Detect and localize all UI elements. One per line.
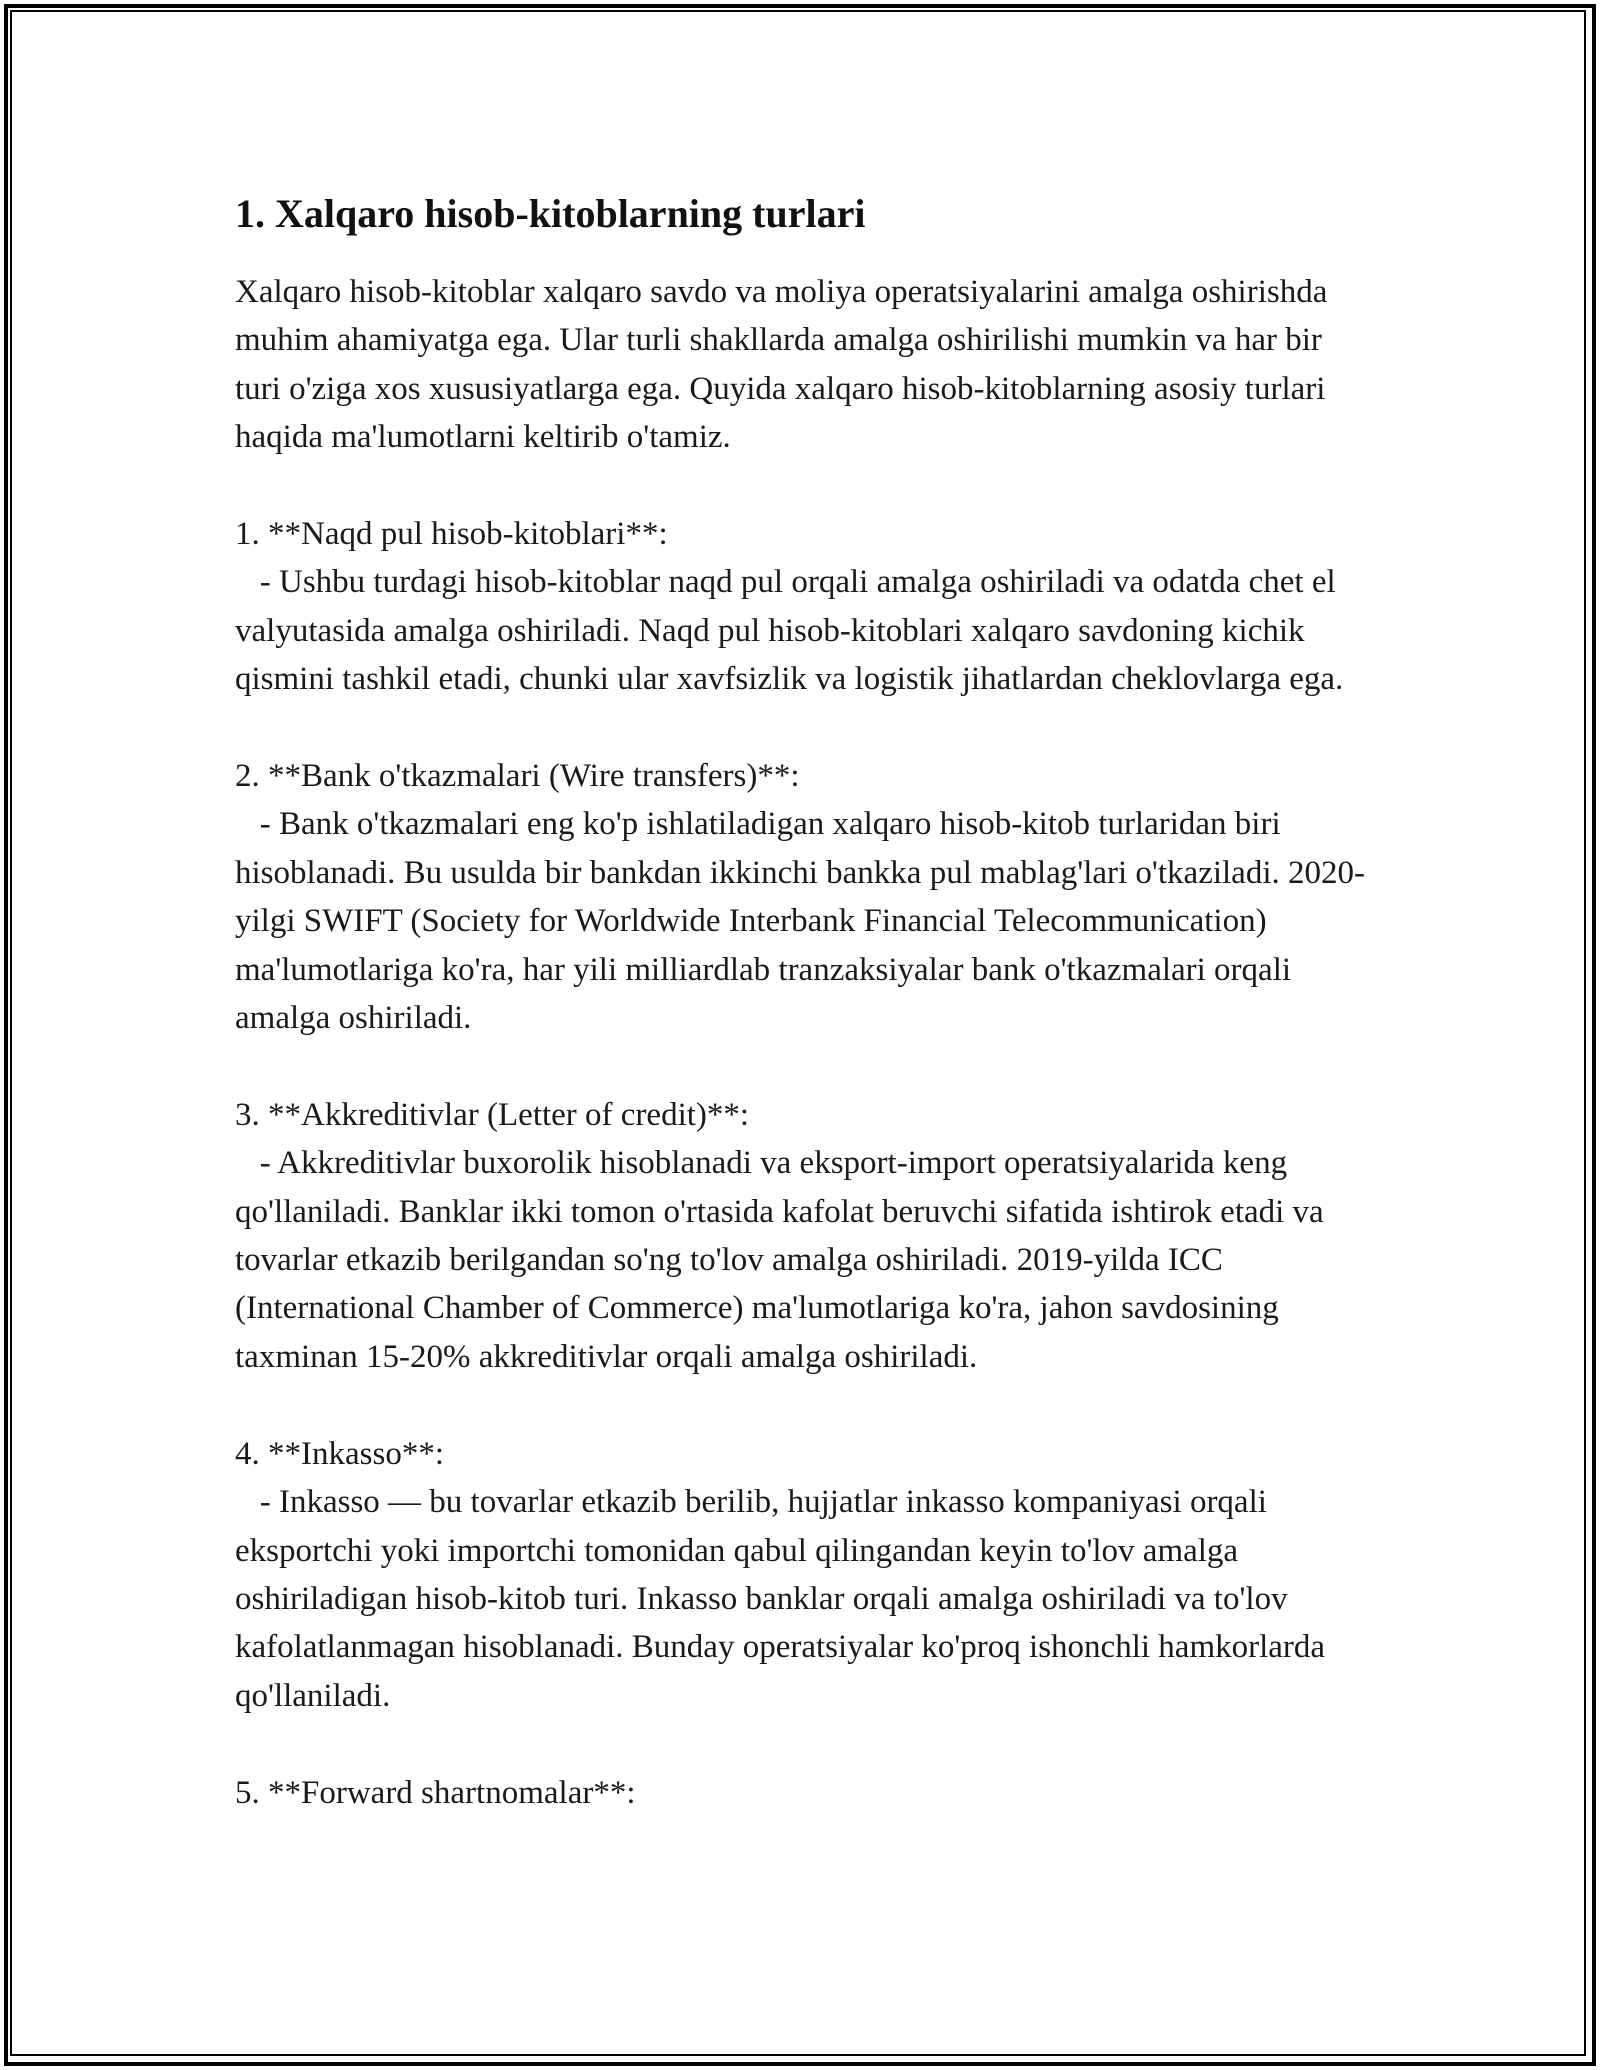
list-item (235, 1091, 1375, 1381)
document-title: 1. Xalqaro hisob-kitoblarning turlari (235, 191, 866, 236)
spacer (235, 704, 1375, 752)
item-heading: 4. **Inkasso**: (235, 1435, 444, 1472)
list-item (235, 1769, 1375, 1817)
intro-paragraph: Xalqaro hisob-kitoblar xalqaro savdo va moliya operatsiyalarini amalga oshirishda muhim ahamiyatga ega. Ular turli shakllarda amalga oshirilishi mumkin va har bir turi o'ziga xos xususiyatlarga ega. Quyida xalqaro hisob-kitoblarning asosiy turlari haqida ma'lumotlarni keltirib o'tamiz. (235, 274, 1328, 456)
item-body: - Bank o'tkazmalari eng ko'p ishlatiladigan xalqaro hisob-kitob turlaridan biri hisoblanadi. Bu usulda bir bankdan ikkinchi bankka pul mablag'lari o'tkaziladi. 2020-yilgi SWIFT (Society for Worldwide Interbank Financial Telecommunication) ma'lumotlariga ko'ra, har yili milliardlab tranzaksiyalar bank o'tkazmalari orqali amalga oshiriladi. (235, 806, 1365, 1037)
item-body: - Ushbu turdagi hisob-kitoblar naqd pul orqali amalga oshiriladi va odatda chet el valyutasida amalga oshiriladi. Naqd pul hisob-kitoblari xalqaro savdoning kichik qismini tashkil etadi, chunki ular xavfsizlik va logistik jihatlardan cheklovlarga ega. (235, 564, 1344, 698)
document-body (235, 180, 1375, 1817)
spacer (235, 462, 1375, 510)
item-body: - Inkasso — bu tovarlar etkazib berilib, hujjatlar inkasso kompaniyasi orqali eksportchi yoki importchi tomonidan qabul qilingandan keyin to'lov amalga oshiriladigan hisob-kitob turi. Inkasso banklar orqali amalga oshiriladi va to'lov kafolatlanmagan hisoblanadi. Bunday operatsiyalar ko'proq ishonchli hamkorlarda qo'llaniladi. (235, 1484, 1334, 1714)
spacer (235, 1720, 1375, 1768)
list-item (235, 510, 1375, 704)
list-item (235, 1430, 1375, 1720)
item-heading: 1. **Naqd pul hisob-kitoblari**: (235, 516, 668, 553)
item-body: - Akkreditivlar buxorolik hisoblanadi va eksport-import operatsiyalarida keng qo'llaniladi. Banklar ikki tomon o'rtasida kafolat beruvchi sifatida ishtirok etadi va tovarlar etkazib berilgandan so'ng to'lov amalga oshiriladi. 2019-yilda ICC (International Chamber of Commerce) ma'lumotlariga ko'ra, jahon savdosining taxminan 15-20% akkreditivlar orqali amalga oshiriladi. (235, 1145, 1332, 1375)
spacer (235, 1381, 1375, 1429)
item-heading: 5. **Forward shartnomalar**: (235, 1774, 636, 1811)
spacer (235, 1042, 1375, 1090)
item-heading: 3. **Akkreditivlar (Letter of credit)**: (235, 1096, 750, 1133)
list-item (235, 752, 1375, 1042)
item-heading: 2. **Bank o'tkazmalari (Wire transfers)**: (235, 758, 800, 795)
